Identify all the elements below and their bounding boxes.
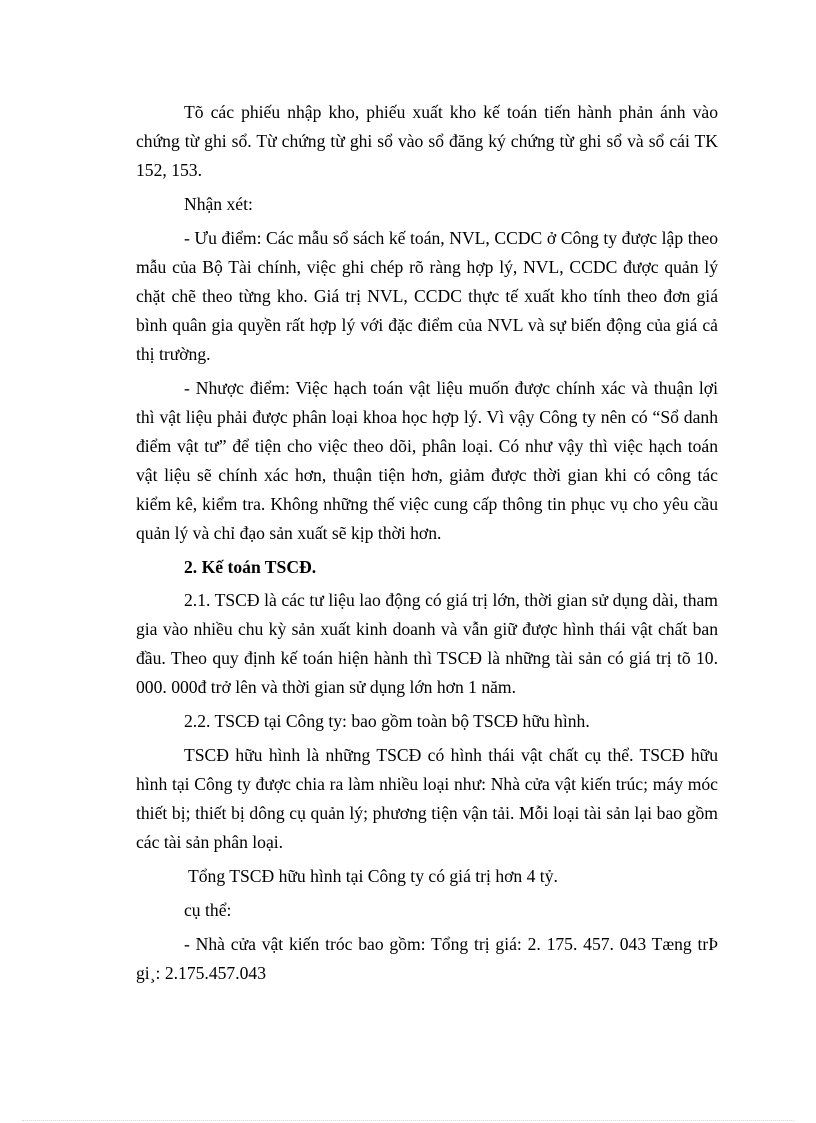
paragraph-tangible-assets: TSCĐ hữu hình là những TSCĐ có hình thái vật chất cụ thể. TSCĐ hữu hình tại Công ty được chia ra làm nhiều loại như: Nhà cửa vật kiến trúc; máy móc thiết bị; thiết bị dông cụ quản lý; phương tiện vận tải. Mỗi loại tài sản lại bao gồm các tài sản phân loại. — [136, 745, 718, 852]
paragraph-2-2: 2.2. TSCĐ tại Công ty: bao gồm toàn bộ TSCĐ hữu hình. — [184, 711, 590, 731]
paragraph-specifically: cụ thể: — [184, 900, 232, 920]
paragraph-buildings: - Nhà cửa vật kiến tróc bao gồm: Tổng trị giá: 2. 175. 457. 043 Tæng trÞ gi¸: 2.175.457.043 — [136, 934, 718, 983]
paragraph-2-1: 2.1. TSCĐ là các tư liệu lao động có giá trị lớn, thời gian sử dụng dài, tham gia vào nhiều chu kỳ sản xuất kinh doanh và vẫn giữ được hình thái vật chất ban đầu. Theo quy định kế toán hiện hành thì TSCĐ là những tài sản có giá trị tõ 10. 000. 000đ trở lên và thời gian sử dụng lớn hơn 1 năm. — [136, 590, 718, 697]
page-bottom-divider — [22, 1120, 794, 1121]
paragraph-remarks-label: Nhận xét: — [184, 194, 253, 214]
paragraph-advantages: - Ưu điểm: Các mẫu sổ sách kế toán, NVL, CCDC ở Công ty được lập theo mẫu của Bộ Tài chính, việc ghi chép rõ ràng hợp lý, NVL, CCDC được quản lý chặt chẽ theo từng kho. Giá trị NVL, CCDC thực tế xuất kho tính theo đơn giá bình quân gia quyền rất hợp lý với đặc điểm của NVL và sự biến động của giá cả thị trường. — [136, 228, 718, 364]
paragraph-intro: Tõ các phiếu nhập kho, phiếu xuất kho kế toán tiến hành phản ánh vào chứng từ ghi sổ. Từ chứng từ ghi sổ vào sổ đăng ký chứng từ ghi sổ và sổ cái TK 152, 153. — [136, 102, 718, 180]
paragraph-total-assets: Tổng TSCĐ hữu hình tại Công ty có giá trị hơn 4 tỷ. — [188, 866, 558, 886]
section-heading-fixed-assets: 2. Kế toán TSCĐ. — [184, 557, 317, 577]
paragraph-disadvantages: - Nhược điểm: Việc hạch toán vật liệu muốn được chính xác và thuận lợi thì vật liệu phải được phân loại khoa học hợp lý. Vì vậy Công ty nên có “Sổ danh điểm vật tư” để tiện cho việc theo dõi, phân loại. Có như vậy thì việc hạch toán vật liệu sẽ chính xác hơn, thuận tiện hơn, giảm được thời gian khi có công tác kiểm kê, kiểm tra. Không những thế việc cung cấp thông tin phục vụ cho yêu cầu quản lý và chỉ đạo sản xuất sẽ kịp thời hơn. — [136, 378, 718, 543]
document-page — [136, 98, 718, 993]
